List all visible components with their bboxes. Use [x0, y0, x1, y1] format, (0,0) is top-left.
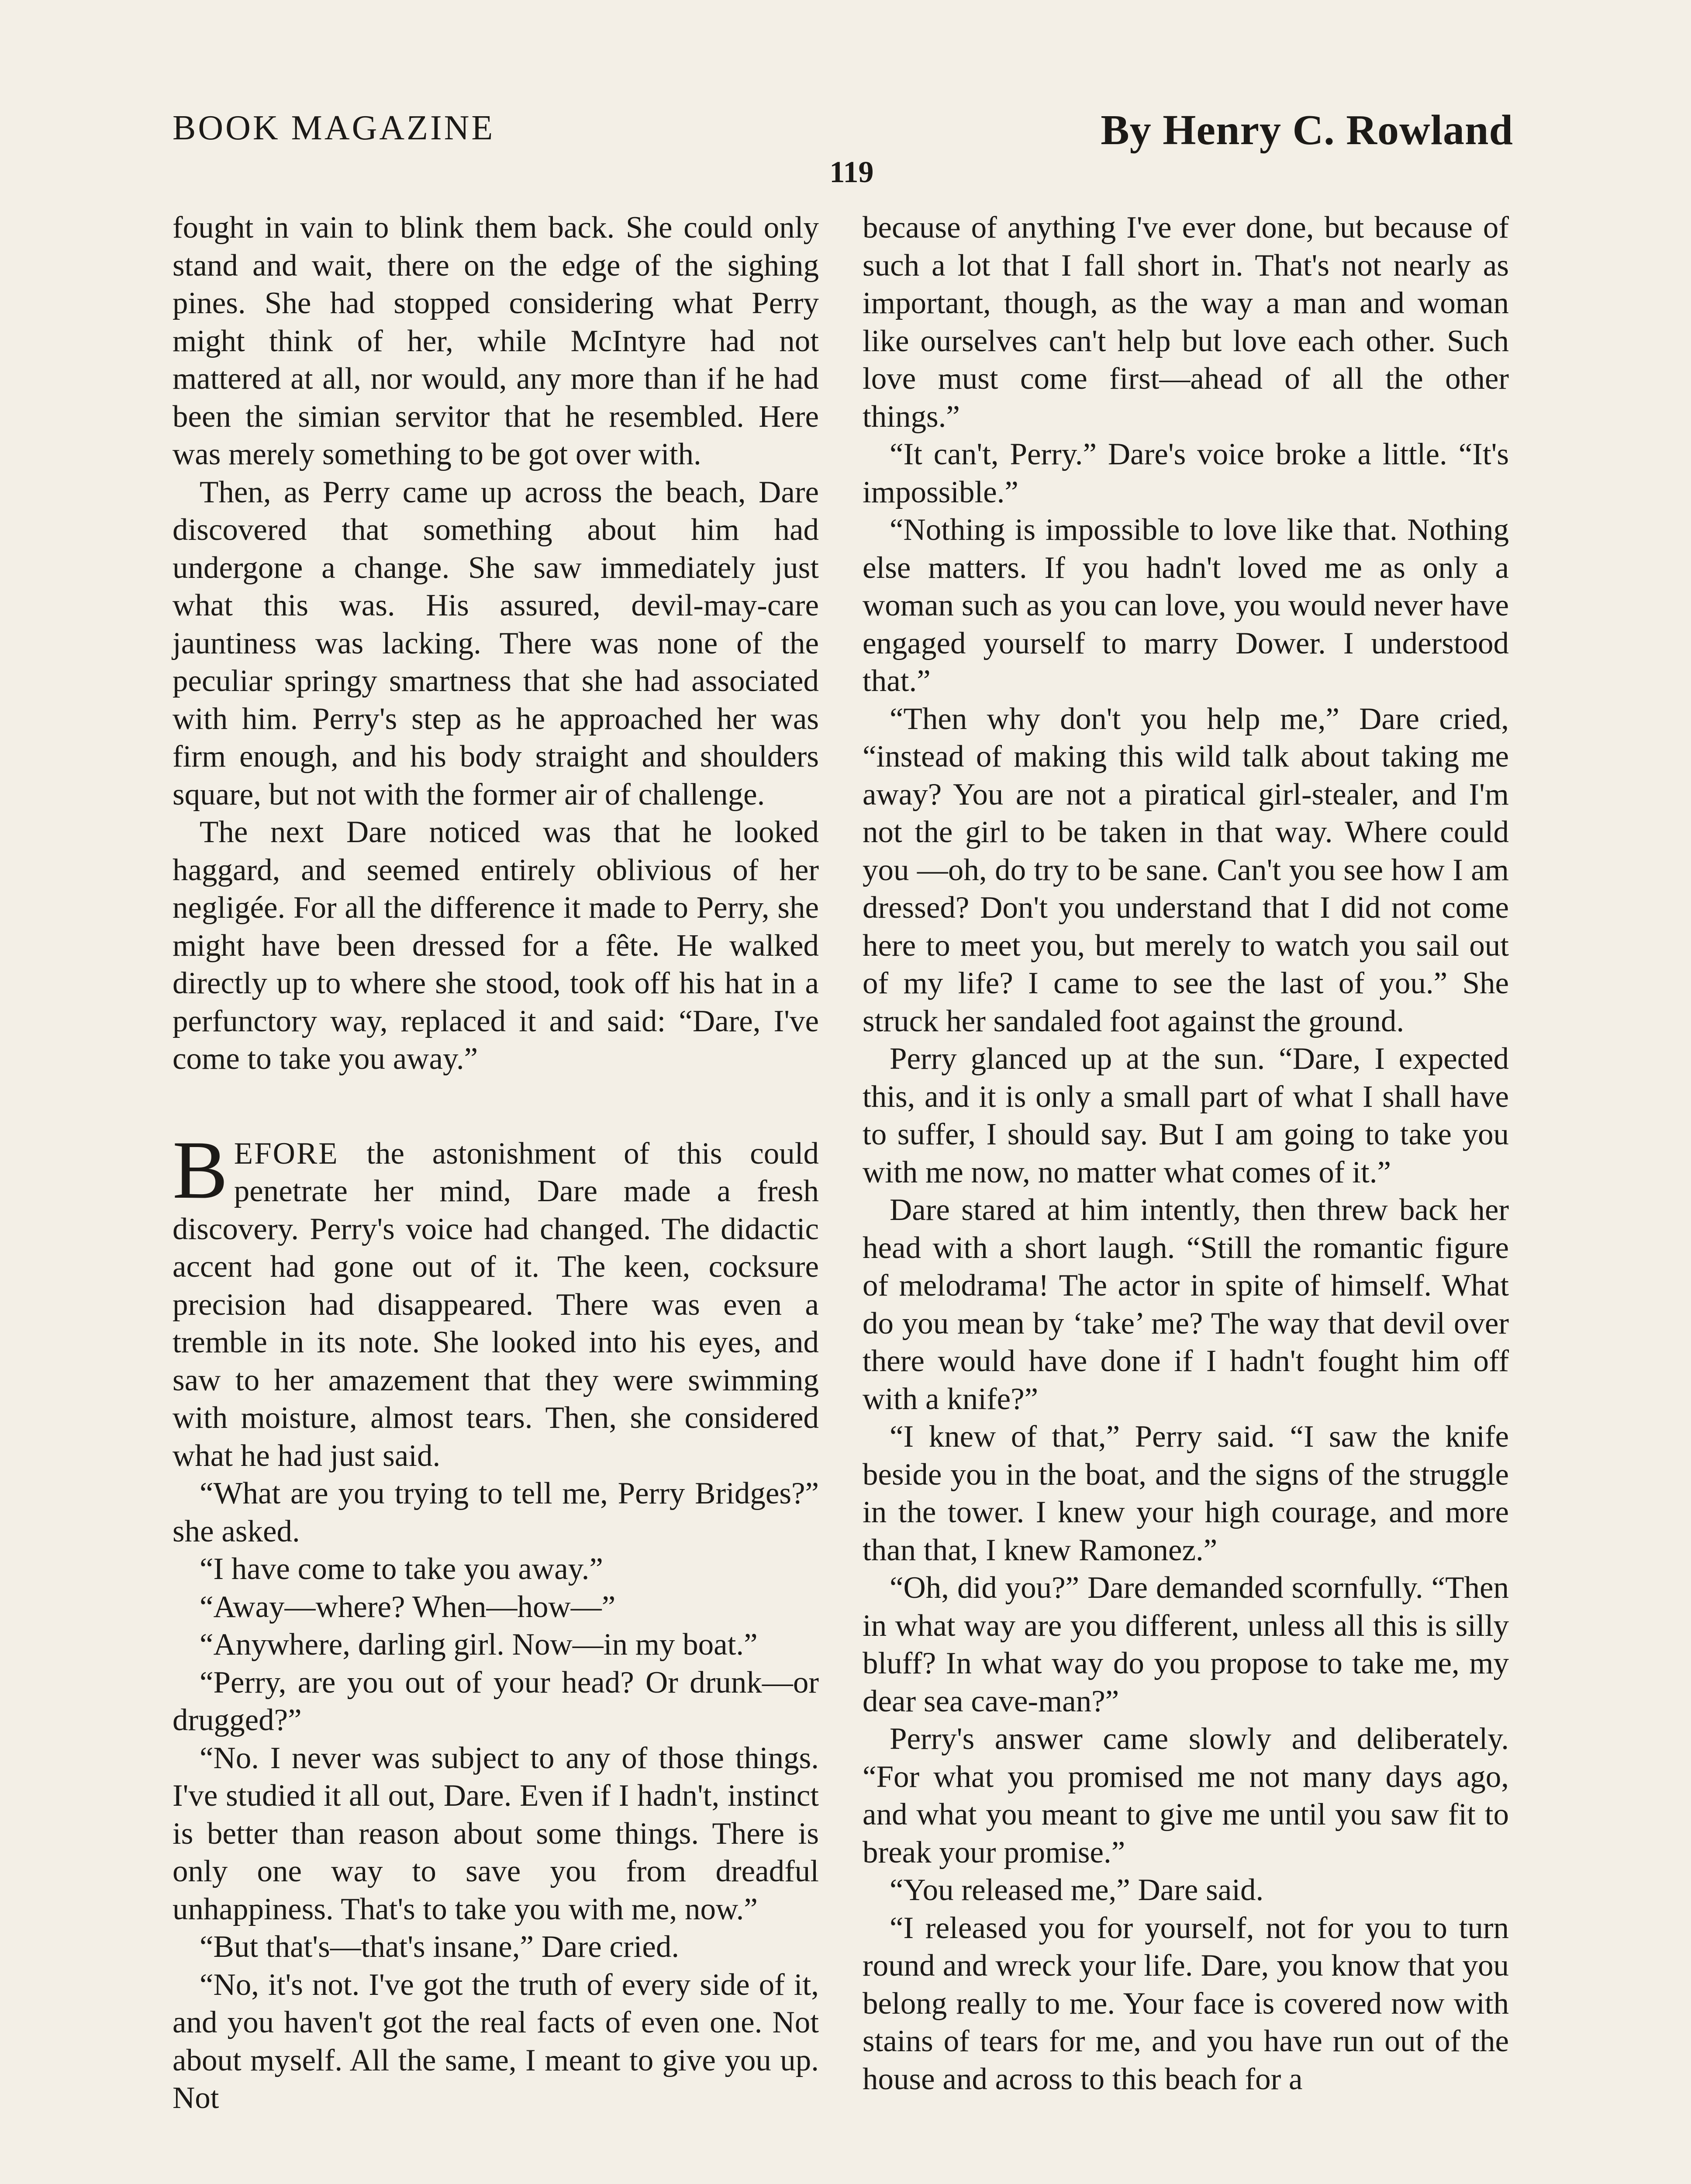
paragraph: The next Dare noticed was that he looked haggard, and seemed entirely oblivious of her negligée. For all the difference it made to Perry, she might have been dressed for a fête. He walked directly up to where she stood, took off his hat in a perfunctory way, replaced it and said: “Dare, I've come to take you away.”	[173, 815, 819, 1076]
left-column	[173, 209, 819, 2117]
paragraph: “Then why don't you help me,” Dare cried, “instead of making this wild talk about taking me away? You are not a piratical girl-stealer, and I'm not the girl to be taken in that way. Where could you —oh, do try to be sane. Can't you see how I am dressed? Don't you understand that I did not come here to meet you, but merely to watch you sail out of my life? I came to see the last of you.” She struck her sandaled foot against the ground.	[863, 702, 1509, 1038]
paragraph: “Oh, did you?” Dare demanded scornfully. “Then in what way are you different, unless all this is silly bluff? In what way do you propose to take me, my dear sea cave-man?”	[863, 1571, 1509, 1718]
paragraph: because of anything I've ever done, but because of such a lot that I fall short in. That's not nearly as important, though, as the way a man and woman like ourselves can't help but love each other. Such love must come first—ahead of all the other things.”	[863, 211, 1509, 434]
paragraph: “But that's—that's insane,” Dare cried.	[200, 1930, 680, 1964]
paragraph: “I released you for yourself, not for you to turn round and wreck your life. Dare, you know that you belong really to me. Your face is covered now with stains of tears for me, and you have run out of the house and across to this beach for a	[863, 1911, 1509, 2096]
paragraph: Perry's answer came slowly and deliberately. “For what you promised me not many days ago, and what you meant to give me until you saw fit to break your promise.”	[863, 1722, 1509, 1870]
paragraph: “Anywhere, darling girl. Now—in my boat.”	[200, 1628, 758, 1662]
paragraph: “Nothing is impossible to love like that. Nothing else matters. If you hadn't loved me as only a woman such as you can love, you would never have engaged yourself to marry Dower. I understood that.”	[863, 513, 1509, 698]
paragraph: “I knew of that,” Perry said. “I saw the knife beside you in the boat, and the signs of the struggle in the tower. I knew your high courage, and more than that, I knew Ramonez.”	[863, 1420, 1509, 1567]
paragraph: “Perry, are you out of your head? Or drunk—or drugged?”	[173, 1665, 819, 1737]
section-opening-paragraph	[173, 1124, 819, 1475]
paragraph: Perry glanced up at the sun. “Dare, I expected this, and it is only a small part of what I shall have to suffer, I should say. But I am going to take you with me now, no matter what comes of it.”	[863, 1042, 1509, 1189]
drop-cap-word-rest: EFORE	[234, 1136, 339, 1171]
paragraph: fought in vain to blink them back. She could only stand and wait, there on the edge of the sighing pines. She had stopped considering what Perry might think of her, while McIntyre had not mattered at all, nor would, any more than if he had been the simian servitor that he resembled. Here was merely something to be got over with.	[173, 211, 819, 471]
publication-title: BOOK MAGAZINE	[173, 109, 495, 147]
page-number: 119	[829, 156, 874, 189]
paragraph: “No, it's not. I've got the truth of every side of it, and you haven't got the real facts of even one. Not about myself. All the same, I meant to give you up. Not	[173, 1967, 819, 2115]
paragraph: Dare stared at him intently, then threw back her head with a short laugh. “Still the romantic figure of melodrama! The actor in spite of himself. What do you mean by ‘take’ me? The way that devil over there would have done if I hadn't fought him off with a knife?”	[863, 1193, 1509, 1416]
right-column	[863, 209, 1509, 2098]
paragraph: “It can't, Perry.” Dare's voice broke a little. “It's impossible.”	[863, 437, 1509, 509]
drop-cap: B	[173, 1124, 228, 1216]
section-text: the astonishment of this could penetrate her mind, Dare made a fresh discovery. Perry's voice had changed. The didactic accent had gone out of it. The keen, cocksure precision had disappeared. There was even a tremble in its note. She looked into his eyes, and saw to her amazement that they were swimming with moisture, almost tears. Then, she considered what he had just said.	[173, 1136, 819, 1473]
paragraph: “What are you trying to tell me, Perry Bridges?” she asked.	[173, 1476, 819, 1548]
paragraph: “Away—where? When—how—”	[200, 1590, 616, 1624]
author-byline: By Henry C. Rowland	[1101, 107, 1513, 154]
paragraph: “You released me,” Dare said.	[890, 1873, 1264, 1907]
paragraph: “No. I never was subject to any of those things. I've studied it all out, Dare. Even if I hadn't, instinct is better than reason about some things. There is only one way to save you from dreadful unhappiness. That's to take you with me, now.”	[173, 1741, 819, 1926]
paragraph: Then, as Perry came up across the beach, Dare discovered that something about him had undergone a change. She saw immediately just what this was. His assured, devil-may-care jauntiness was lacking. There was none of the peculiar springy smartness that she had associated with him. Perry's step as he approached her was firm enough, and his body straight and shoulders square, but not with the former air of challenge.	[173, 475, 819, 812]
paragraph: “I have come to take you away.”	[200, 1552, 603, 1586]
